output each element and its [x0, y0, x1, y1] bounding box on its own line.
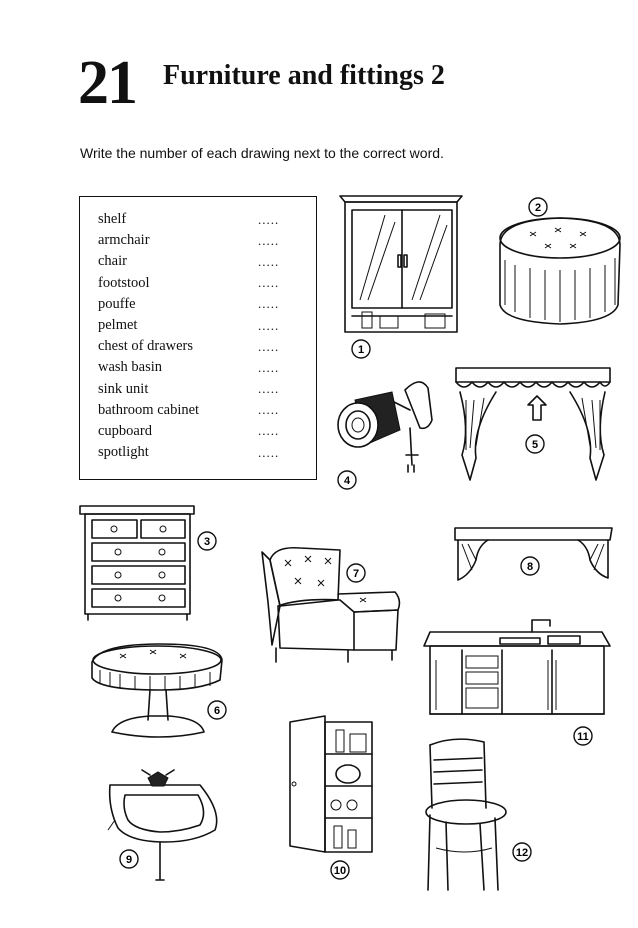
answer-blank[interactable]: ..... — [258, 444, 280, 460]
answer-blank[interactable]: ..... — [258, 381, 280, 397]
drawing-number-label: 9 — [125, 854, 133, 866]
drawing-number-2 — [529, 198, 547, 216]
drawing-number-label: 12 — [515, 847, 529, 859]
drawing-number-4 — [338, 471, 356, 489]
word-label: footstool — [98, 274, 150, 291]
answer-blank[interactable]: ..... — [258, 211, 280, 227]
word-label: cupboard — [98, 422, 152, 439]
drawing-number-3 — [198, 532, 216, 550]
drawing-number-9 — [120, 850, 138, 868]
pelmet-icon — [456, 368, 610, 480]
drawing-number-label: 11 — [577, 731, 589, 743]
drawing-number-12 — [513, 843, 531, 861]
answer-blank[interactable]: ..... — [258, 232, 280, 248]
drawing-number-label: 4 — [343, 475, 351, 487]
answer-blank[interactable]: ..... — [258, 296, 280, 312]
sink-unit-icon — [424, 620, 610, 714]
drawing-number-6 — [208, 701, 226, 719]
word-label: shelf — [98, 211, 127, 228]
instruction-text: Write the number of each drawing next to the correct word. — [80, 145, 444, 161]
word-label: pelmet — [98, 317, 138, 334]
word-label: spotlight — [98, 444, 149, 461]
answer-blank[interactable]: ..... — [258, 275, 280, 291]
footstool-icon — [92, 644, 222, 737]
answer-blank[interactable]: ..... — [258, 359, 280, 375]
answer-blank[interactable]: ..... — [258, 317, 280, 333]
chest-of-drawers-icon — [80, 506, 194, 620]
chair-icon — [426, 739, 506, 890]
drawing-number-label: 7 — [352, 568, 360, 580]
word-label: bathroom cabinet — [98, 401, 200, 418]
drawing-number-7 — [347, 564, 365, 582]
unit-number: 21 — [78, 49, 136, 117]
drawing-number-label: 3 — [203, 536, 211, 548]
answer-blank[interactable]: ..... — [258, 338, 280, 354]
drawing-number-5 — [526, 435, 544, 453]
answer-blank[interactable]: ..... — [258, 423, 280, 439]
drawing-number-label: 6 — [213, 705, 221, 717]
drawing-number-10 — [331, 861, 349, 879]
pouffe-icon — [500, 218, 620, 324]
word-label: sink unit — [98, 380, 149, 397]
bathroom-cabinet-icon — [290, 716, 372, 852]
armchair-icon — [262, 548, 399, 662]
drawing-number-11 — [574, 727, 592, 745]
drawing-number-label: 5 — [531, 439, 539, 451]
word-label: chair — [98, 253, 127, 270]
drawing-number-8 — [521, 557, 539, 575]
word-label: wash basin — [98, 359, 163, 376]
drawing-number-label: 10 — [333, 865, 347, 877]
spotlight-icon — [338, 382, 432, 472]
drawing-number-label: 2 — [534, 202, 542, 214]
drawing-number-label: 8 — [526, 561, 534, 573]
unit-title: Furniture and fittings 2 — [163, 60, 445, 91]
cupboard-icon — [340, 196, 462, 332]
word-label: armchair — [98, 232, 150, 249]
answer-blank[interactable]: ..... — [258, 253, 280, 269]
drawing-number-1 — [352, 340, 370, 358]
word-label: chest of drawers — [98, 338, 194, 355]
answer-blank[interactable]: ..... — [258, 402, 280, 418]
word-label: pouffe — [98, 295, 136, 312]
drawing-number-label: 1 — [357, 344, 365, 356]
